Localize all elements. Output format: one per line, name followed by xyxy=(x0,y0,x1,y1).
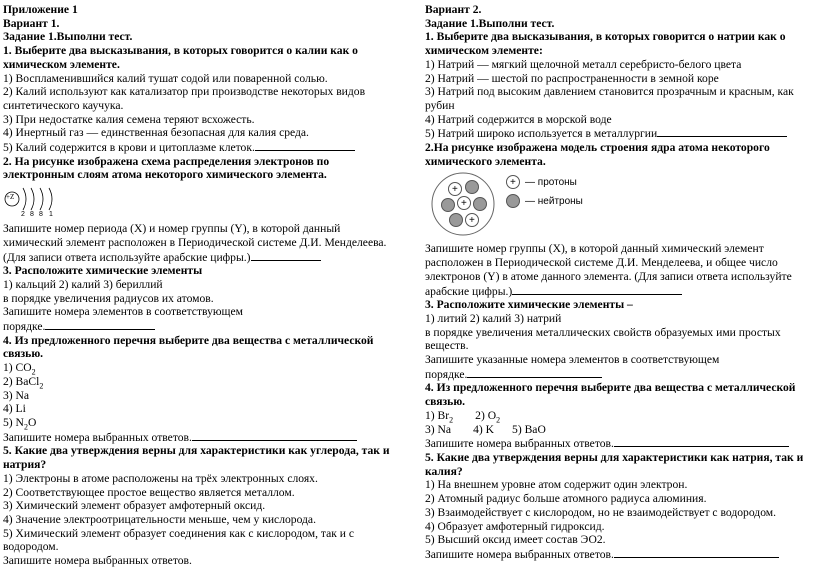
question-2-text: Запишите номер периода (X) и номер группы (Y), в которой данный химический элемент расположен в Периодической системе Д.И. Менделеева. (Для записи ответа используйте арабские цифры.) xyxy=(3,222,387,264)
question-5-title: 5. Какие два утверждения верны для характеристики как углерода, так и натрия? xyxy=(3,444,390,472)
question-3-line: в порядке увеличения металлических свойств образуемых ими простых веществ. xyxy=(425,325,781,353)
question-1-option: 4) Инертный газ — единственная безопасная для калия среда. xyxy=(3,126,309,140)
proton-plus: + xyxy=(469,215,475,227)
question-5-option: 3) Химический элемент образует амфотерный оксид. xyxy=(3,499,266,513)
answer-blank[interactable] xyxy=(657,126,787,137)
question-1-title: 1. Выберите два высказывания, в которых говорится о натрии как о химическом элементе: xyxy=(425,30,786,58)
proton-plus: + xyxy=(452,184,458,196)
question-4-title: 4. Из предложенного перечня выберите два вещества с металлической связью. xyxy=(3,333,374,361)
question-5-option: 4) Образует амфотерный гидроксид. xyxy=(425,519,605,533)
question-1-option: 2) Калий используют как катализатор при производстве некоторых видов синтетического каучука. xyxy=(3,85,366,112)
proton-plus: + xyxy=(510,177,516,189)
question-3-line: порядке. xyxy=(3,319,398,334)
question-3-line: Запишите номера элементов в соответствующем xyxy=(3,305,243,319)
question-1-option: 3) При недостатке калия семена теряют всхожесть. xyxy=(3,112,255,126)
question-4-options-row: 1) $Br_2$ 2) $O_2$ xyxy=(425,408,501,425)
shell-count: 8 xyxy=(39,211,43,219)
variant-title: Вариант 1. xyxy=(3,16,60,30)
question-5-option: 5) Химический элемент образует соединения как с кислородом, так и с водородом. xyxy=(3,526,355,554)
question-3-line: Запишите указанные номера элементов в соответствующем xyxy=(425,353,720,367)
neutron-legend: — нейтроны xyxy=(525,196,583,208)
question-4-title: 4. Из предложенного перечня выберите два вещества с металлической связью. xyxy=(425,381,796,409)
answer-blank[interactable] xyxy=(192,430,357,441)
question-1-title: 1. Выберите два высказывания, в которых говорится о калии как о химическом элементе. xyxy=(3,44,358,71)
question-1-option: 5) Натрий широко используется в металлургии xyxy=(425,126,813,141)
question-5-option: 2) Соответствующее простое вещество является металлом. xyxy=(3,485,295,499)
task-title: Задание 1.Выполни тест. xyxy=(3,30,133,44)
variant-1-column xyxy=(3,3,398,568)
question-4-answer: Запишите номера выбранных ответов. xyxy=(425,436,813,451)
question-5-option: 1) Электроны в атоме расположены на трёх электронных слоях. xyxy=(3,471,318,485)
nucleus-label: +Z xyxy=(6,193,15,202)
answer-blank[interactable] xyxy=(255,140,355,151)
question-4-answer: Запишите номера выбранных ответов. xyxy=(3,430,398,445)
question-2-text: Запишите номер группы (X), в которой данный химический элемент расположен в Периодической системе Д.И. Менделеева, и общее число электронов (Y) в атоме данного элемента. (Для записи ответа используйте арабские цифры.) xyxy=(425,242,792,298)
answer-blank[interactable] xyxy=(467,367,602,378)
question-5-option: 5) Высший оксид имеет состав ЭО2. xyxy=(425,533,606,547)
question-1-option: 1) Воспламенившийся калий тушат содой или поваренной солью. xyxy=(3,71,328,85)
proton-plus: + xyxy=(461,198,467,210)
question-3-line: в порядке увеличения радиусов их атомов. xyxy=(3,291,214,305)
question-5-answer: Запишите номера выбранных ответов. xyxy=(3,554,192,568)
answer-blank[interactable] xyxy=(614,547,779,558)
question-1-option: 2) Натрий — шестой по распространенности в земной коре xyxy=(425,71,719,85)
question-5-option: 2) Атомный радиус больше атомного радиуса алюминия. xyxy=(425,492,707,506)
answer-blank[interactable] xyxy=(614,436,789,447)
question-5-option: 4) Значение электроотрицательности меньше, чем у кислорода. xyxy=(3,512,316,526)
shell-count: 8 xyxy=(30,211,34,219)
question-4-option: 1) $CO_2$ xyxy=(3,361,36,377)
electron-shell-diagram xyxy=(3,182,398,222)
question-4-options-row: 3) Na 4) K 5) BaO xyxy=(425,422,546,436)
question-5-option: 1) На внешнем уровне атом содержит один электрон. xyxy=(425,478,688,492)
question-1-option: 3) Натрий под высоким давлением становится прозрачным и красным, как рубин xyxy=(425,85,794,112)
question-5-option: 3) Взаимодействует с кислородом, но не взаимодействует с водородом. xyxy=(425,505,777,519)
answer-blank[interactable] xyxy=(251,250,321,261)
question-2-title: 2.На рисунке изображена модель строения ядра атома некоторого химического элемента. xyxy=(425,141,770,168)
question-3-items: 1) литий 2) калий 3) натрий xyxy=(425,311,562,325)
answer-blank[interactable] xyxy=(45,319,155,330)
question-4-option: 4) Li xyxy=(3,402,26,416)
task-title: Задание 1.Выполни тест. xyxy=(425,16,555,30)
question-3-title: 3. Расположите химические элементы xyxy=(3,264,203,278)
variant-title: Вариант 2. xyxy=(425,3,482,16)
variant-2-column xyxy=(425,3,813,562)
question-4-option: 3) Na xyxy=(3,388,30,402)
question-4-option: 2) BaCl$_2$ xyxy=(3,374,44,391)
question-1-option: 5) Калий содержится в крови и цитоплазме клеток. xyxy=(3,140,398,155)
appendix-title: Приложение 1 xyxy=(3,3,78,16)
question-3-items: 1) кальций 2) калий 3) бериллий xyxy=(3,277,163,291)
question-3-title: 3. Расположите химические элементы – xyxy=(425,298,633,312)
electron-shell-figure xyxy=(3,182,83,222)
question-5-title: 5. Какие два утверждения верны для характеристики как натрия, так и калия? xyxy=(425,450,804,478)
question-3-line: порядке. xyxy=(425,367,813,382)
question-2-title: 2. На рисунке изображена схема распределения электронов по электронным слоям атома некоторого химического элемента. xyxy=(3,154,330,182)
proton-legend: — протоны xyxy=(525,177,577,189)
question-4-option: 5) $N_2O$ xyxy=(3,415,37,432)
shell-count: 2 xyxy=(21,211,25,219)
question-5-answer: Запишите номера выбранных ответов. xyxy=(425,547,813,562)
question-1-option: 4) Натрий содержится в морской воде xyxy=(425,112,612,126)
shell-count: 1 xyxy=(49,211,53,219)
answer-blank[interactable] xyxy=(512,284,682,295)
question-1-option: 1) Натрий — мягкий щелочной металл серебристо-белого цвета xyxy=(425,57,742,71)
nucleus-model-diagram xyxy=(425,168,813,242)
